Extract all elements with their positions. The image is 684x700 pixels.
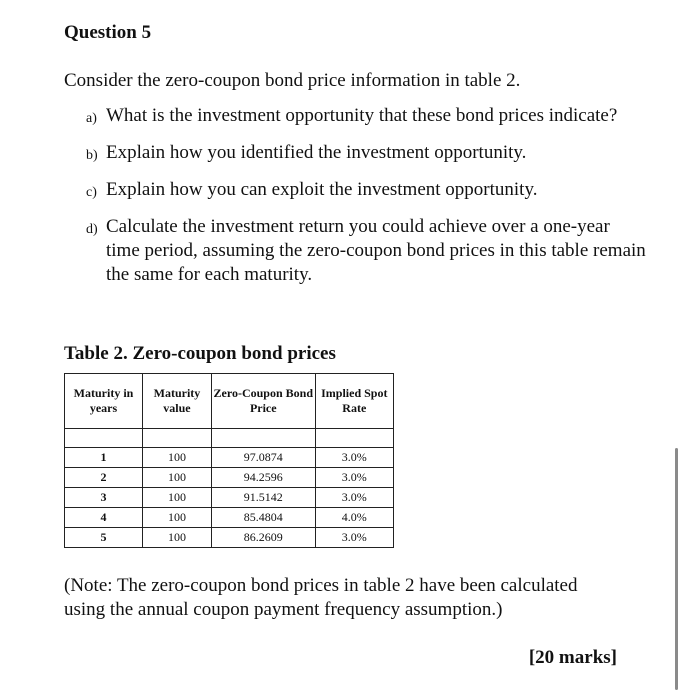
- cell-maturity-years: 1: [65, 448, 143, 468]
- cell-maturity-years: 4: [65, 508, 143, 528]
- cell-maturity-years: 5: [65, 528, 143, 548]
- cell-maturity-value: 100: [143, 468, 212, 488]
- cell-spot-rate: 3.0%: [315, 468, 393, 488]
- table-row: [65, 488, 394, 508]
- question-intro: Consider the zero-coupon bond price information in table 2.: [64, 70, 521, 91]
- sub-question-c: [86, 178, 646, 205]
- sub-question-d: [86, 215, 646, 287]
- cell-bond-price: 94.2596: [211, 468, 315, 488]
- question-heading: Question 5: [64, 22, 152, 43]
- table-header-row: [65, 374, 394, 429]
- header-maturity-value: Maturity value: [143, 374, 212, 429]
- sub-question-marker: c): [86, 185, 97, 200]
- header-maturity-years: Maturity in years: [65, 374, 143, 429]
- cell-bond-price: 97.0874: [211, 448, 315, 468]
- cell-maturity-years: 3: [65, 488, 143, 508]
- cell-spot-rate: 3.0%: [315, 528, 393, 548]
- cell-maturity-value: 100: [143, 448, 212, 468]
- sub-question-marker: b): [86, 148, 98, 163]
- cell-spot-rate: 3.0%: [315, 488, 393, 508]
- sub-question-marker: d): [86, 222, 98, 237]
- table-row: [65, 448, 394, 468]
- cell-maturity-value: 100: [143, 508, 212, 528]
- header-bond-price: Zero-Coupon Bond Price: [211, 374, 315, 429]
- cell-spot-rate: 4.0%: [315, 508, 393, 528]
- marks-label: [20 marks]: [528, 647, 617, 668]
- cell-bond-price: 86.2609: [211, 528, 315, 548]
- sub-question-text: What is the investment opportunity that these bond prices indicate?: [106, 105, 618, 126]
- cell-maturity-value: 100: [143, 488, 212, 508]
- cell-spot-rate: 3.0%: [315, 448, 393, 468]
- table-note: (Note: The zero-coupon bond prices in table 2 have been calculated using the annual coupon payment frequency assumption.): [64, 575, 578, 620]
- sub-question-text: Calculate the investment return you could achieve over a one-year time period, assuming the zero-coupon bond prices in this table remain the same for each maturity.: [106, 216, 646, 285]
- cell-maturity-value: 100: [143, 528, 212, 548]
- cell-bond-price: 85.4804: [211, 508, 315, 528]
- cell-maturity-years: 2: [65, 468, 143, 488]
- table-row: [65, 528, 394, 548]
- header-spot-rate: Implied Spot Rate: [315, 374, 393, 429]
- table-spacer-row: [65, 429, 394, 448]
- scrollbar[interactable]: [675, 448, 678, 690]
- table-row: [65, 468, 394, 488]
- cell-bond-price: 91.5142: [211, 488, 315, 508]
- sub-question-text: Explain how you identified the investment opportunity.: [106, 142, 527, 163]
- sub-question-list: [86, 104, 646, 297]
- sub-question-text: Explain how you can exploit the investment opportunity.: [106, 179, 538, 200]
- table-row: [65, 508, 394, 528]
- sub-question-a: [86, 104, 646, 131]
- sub-question-b: [86, 141, 646, 168]
- table-title: Table 2. Zero-coupon bond prices: [64, 343, 336, 364]
- sub-question-marker: a): [86, 111, 97, 126]
- bond-price-table: [64, 373, 394, 548]
